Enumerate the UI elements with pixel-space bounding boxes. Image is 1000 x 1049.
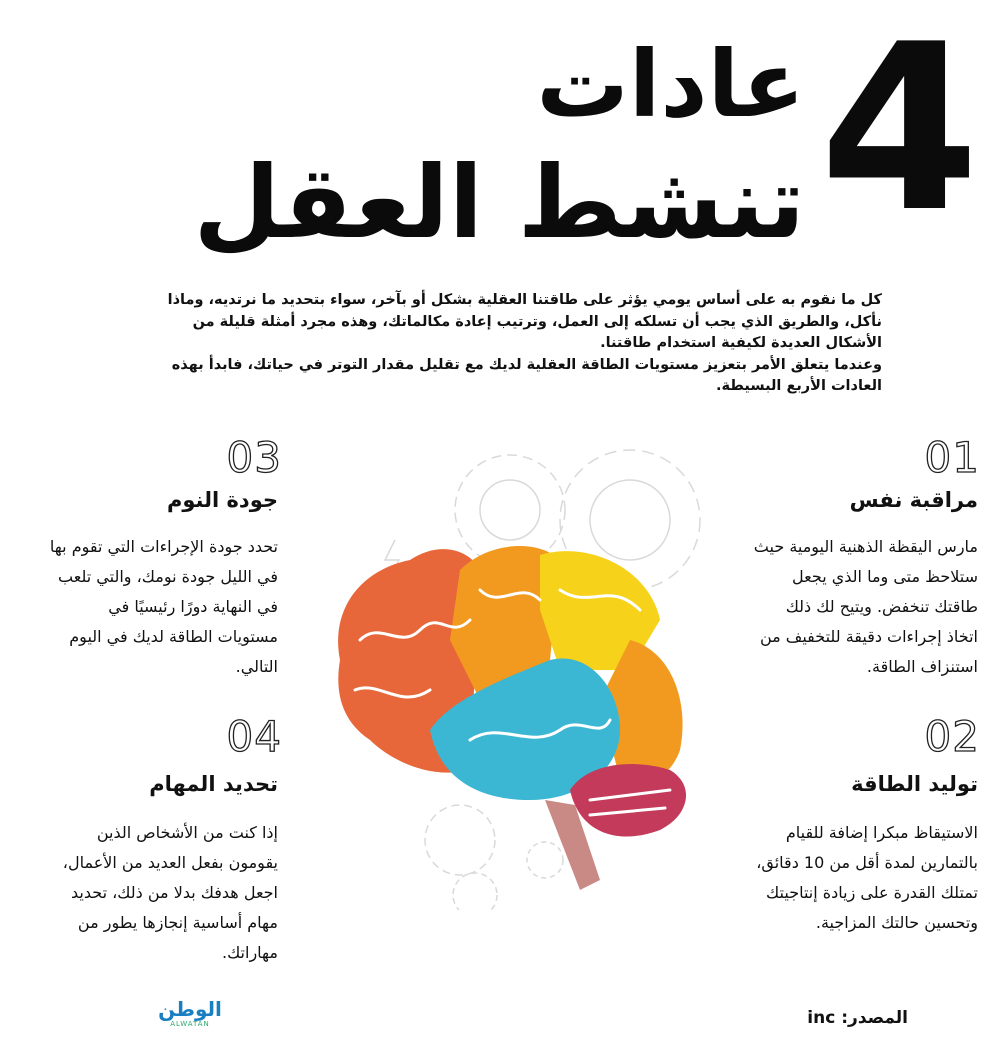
habit-03-number: 03 [226,433,282,482]
logo-english-text: ALWATAN [170,1020,210,1028]
habit-01-line: اتخاذ إجراءات دقيقة للتخفيف من [759,627,978,646]
habit-04-title: تحديد المهام [149,772,278,796]
habit-01-title: مراقبة نفس [849,488,978,512]
habit-01-line: مارس اليقظة الذهنية اليومية حيث [753,537,978,556]
habit-02-title: توليد الطاقة [851,772,978,796]
intro-paragraph-1: كل ما نقوم به على أساس يومي يؤثر على طاقتنا العقلية بشكل أو بآخر، سواء بتحديد ما نرتديه، وماذا نأكل، والطريق الذي يجب أن تسلكه إلى العمل، وترتيب إعادة مكالماتك، وهذه مجرد أمثلة قليلة من الأشكال العديدة لكيفية استخدام طاقتنا. [167,292,882,351]
habit-01-line: ستلاحظ متى وما الذي يجعل [792,567,978,586]
habit-04-line: يقومون بفعل العديد من الأعمال، [62,853,278,872]
intro-text [162,290,882,398]
habit-03-title: جودة النوم [167,488,278,512]
gear-icon [453,873,497,910]
source-label: المصدر: inc [807,1008,908,1028]
gear-icon [425,805,495,875]
cerebellum [570,764,686,836]
habit-03-line: في النهاية دورًا رئيسيًا في [108,597,278,616]
habit-04-line: إذا كنت من الأشخاص الذين [96,823,278,842]
habit-03-line: التالي. [235,657,278,676]
gear-inner-icon [590,480,670,560]
habit-02-line: بالتمارين لمدة أقل من 10 دقائق، [756,853,978,872]
habit-04-line: مهاراتك. [221,943,278,962]
habit-02-number: 02 [924,712,980,761]
habit-03-body [8,532,278,682]
brain-svg [300,440,740,910]
habit-03-line: في الليل جودة نومك، والتي تلعب [58,567,278,586]
gear-icon [527,842,563,878]
alwatan-logo [150,998,230,1032]
habit-01-line: طاقتك تنخفض. ويتيح لك ذلك [785,597,978,616]
habit-04-number: 04 [226,712,282,761]
habit-03-line: تحدد جودة الإجراءات التي تقوم بها [49,537,278,556]
habit-01-line: استنزاف الطاقة. [866,657,978,676]
brain-illustration [300,440,740,910]
habit-04-line: مهام أساسية إنجازها يطور من [77,913,278,932]
title-number: 4 [819,0,980,263]
intro-paragraph-2: وعندما يتعلق الأمر بتعزيز مستويات الطاقة العقلية لديك مع تقليل مقدار التوتر في حياتك، فابدأ بهذه العادات الأربع البسيطة. [171,356,882,394]
habit-02-line: الاستيقاظ مبكرا إضافة للقيام [785,823,978,842]
habit-04-body [8,818,278,968]
habit-02-line: تمتلك القدرة على زيادة إنتاجيتك [766,883,978,902]
page-title-line2: تنشط العقل [193,144,805,261]
gear-inner-icon [480,480,540,540]
logo-arabic-text: الوطن [158,997,222,1021]
habit-03-line: مستويات الطاقة لديك في اليوم [69,627,278,646]
habit-01-number: 01 [924,433,980,482]
habit-04-line: اجعل هدفك بدلا من ذلك، تحديد [71,883,278,902]
page-title-line1: عادات [536,31,805,138]
habit-02-line: وتحسين حالتك المزاجية. [815,913,978,932]
